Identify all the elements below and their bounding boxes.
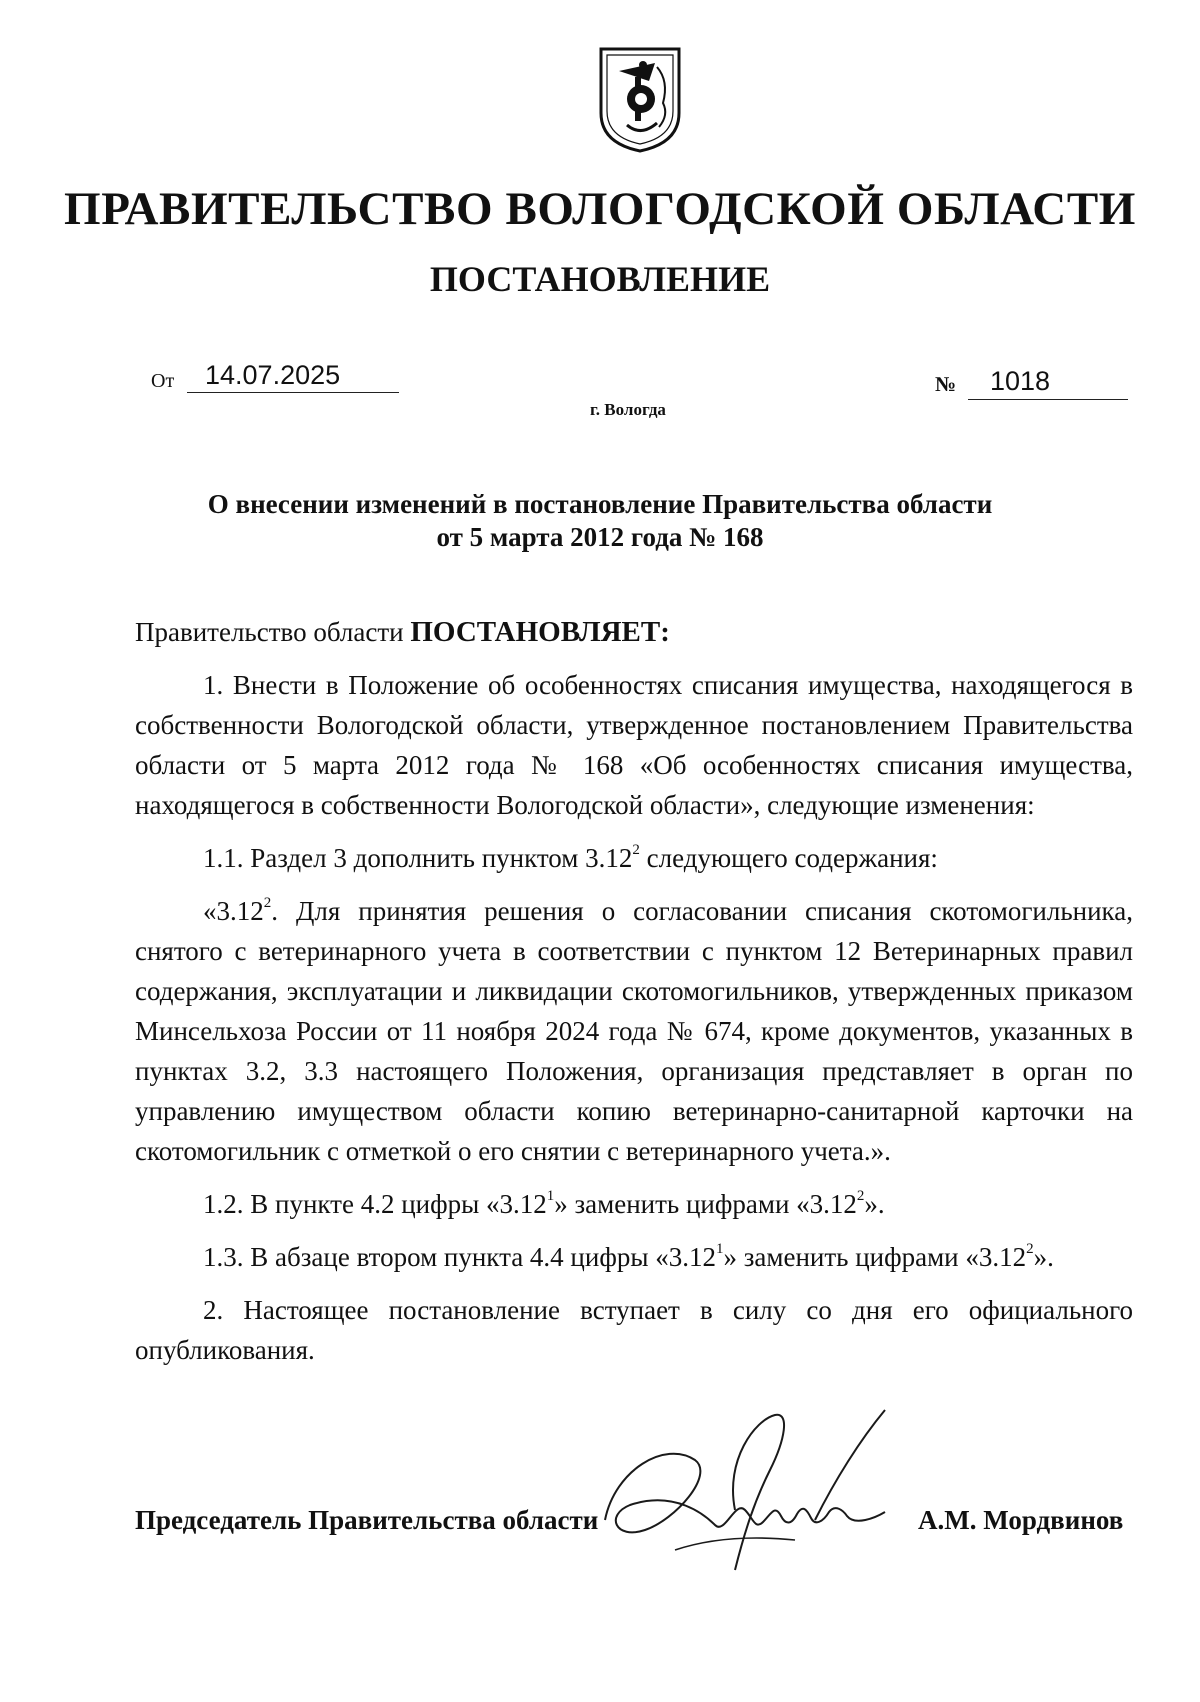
paragraph-1: 1. Внести в Положение об особенностях списания имущества, находящегося в собственности Вологодской области, утвержденное постановлением Правительства области от 5 марта 2012 года № 168 «Об особенностях списания имущества, находящегося в собственности Вологодской области», следующие изменения:: [135, 670, 1133, 820]
date-label: От: [151, 370, 175, 392]
quote-text-a: «3.12: [203, 896, 264, 926]
p11-sup: 2: [632, 842, 640, 858]
p12-sup-2: 2: [856, 1188, 865, 1204]
p11-text-b: следующего содержания:: [639, 843, 938, 873]
subject-line-2: от 5 марта 2012 года № 168: [436, 522, 764, 552]
handwritten-signature: [585, 1400, 915, 1590]
government-title: ПРАВИТЕЛЬСТВО ВОЛОГОДСКОЙ ОБЛАСТИ: [64, 183, 1136, 235]
p13-sup-2: 2: [1026, 1241, 1034, 1257]
document-body: [135, 612, 1133, 1370]
number-label: №: [935, 372, 957, 396]
p12-sup-1: 1: [546, 1188, 555, 1204]
p12-text-c: ».: [864, 1189, 885, 1219]
paragraph-1-1: [135, 838, 1133, 878]
subject-line-1: О внесении изменений в постановление Правительства области: [207, 489, 993, 519]
quote-sup: 2: [263, 895, 272, 911]
document-type: ПОСТАНОВЛЕНИЕ: [429, 259, 771, 299]
document-date: 14.07.2025: [205, 360, 341, 390]
paragraph-quote: [135, 891, 1133, 1171]
signer-title: Председатель Правительства области: [135, 1505, 599, 1535]
paragraph-1-3: [135, 1237, 1133, 1277]
p13-sup-1: 1: [715, 1241, 724, 1257]
p13-text-b: » заменить цифрами «3.12: [723, 1242, 1027, 1272]
paragraph-2: 2. Настоящее постановление вступает в силу со дня его официального опубликования.: [135, 1295, 1133, 1365]
p13-text-c: ».: [1033, 1242, 1054, 1272]
quote-text-b: . Для принятия решения о согласовании списания скотомогильника, снятого с ветеринарного учета в соответствии с пунктом 12 Ветеринарных правил содержания, эксплуатации и ликвидации скотомогильников, утвержденных приказом Минсельхоза России от 11 ноября 2024 года № 674, кроме документов, указанных в пунктах 3.2, 3.3 настоящего Положения, организация представляет в орган по управлению имуществом области копию ветеринарно-санитарной карточки на скотомогильник с отметкой о его снятии с ветеринарного учета.».: [135, 896, 1133, 1166]
p12-text-a: 1.2. В пункте 4.2 цифры «3.12: [203, 1189, 547, 1219]
intro-bold: ПОСТАНОВЛЯЕТ:: [410, 616, 670, 648]
coat-of-arms-icon: [597, 45, 683, 155]
intro-paragraph: [135, 612, 1133, 652]
number-underline: [968, 399, 1128, 400]
p11-text-a: 1.1. Раздел 3 дополнить пунктом 3.12: [203, 843, 633, 873]
intro-prefix: Правительство области: [135, 617, 411, 647]
city: г. Вологда: [590, 400, 666, 419]
document-number: 1018: [990, 366, 1051, 396]
signer-name: А.М. Мордвинов: [918, 1505, 1124, 1535]
document-subject: [150, 488, 1050, 554]
p12-text-b: » заменить цифрами «3.12: [554, 1189, 857, 1219]
p13-text-a: 1.3. В абзаце втором пункта 4.4 цифры «3.12: [203, 1242, 716, 1272]
paragraph-1-2: [135, 1184, 1133, 1224]
date-underline: [187, 392, 399, 393]
